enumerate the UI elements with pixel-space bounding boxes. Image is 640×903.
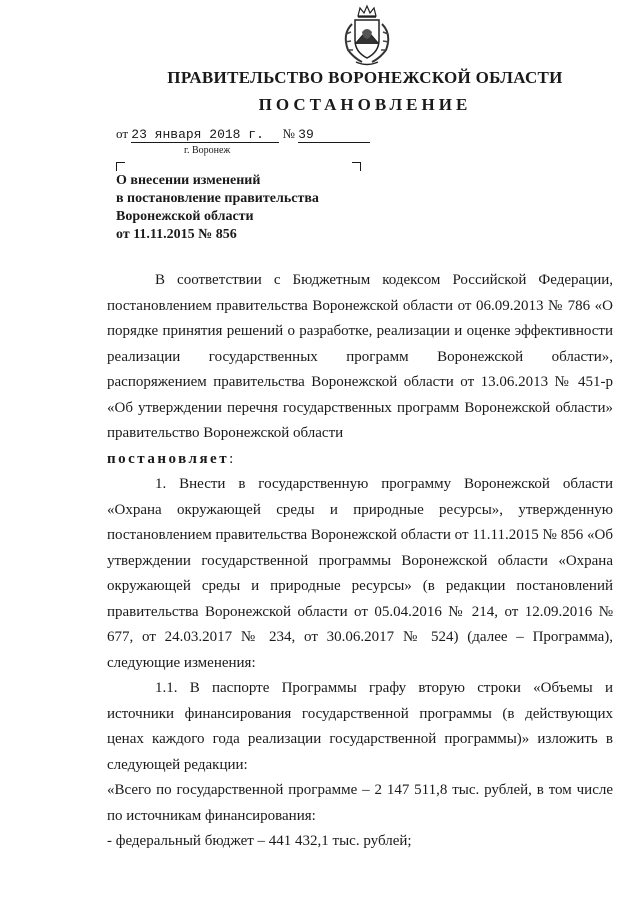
right-corner-mark [352,162,361,171]
item-1-1-paragraph: 1.1. В паспорте Программы графу вторую строки «Объемы и источники финансирования государственной программы (в действующих ценах каждого года реализации государственной программы)» изложить в следующей редакции: [107,680,613,773]
decree-number: 39 [298,127,370,143]
resolves-line [107,447,613,473]
decree-body [107,268,613,855]
item-1-paragraph: 1. Внести в государственную программу Воронежской области «Охрана окружающей среды и природные ресурсы», утвержденную постановлением правительства Воронежской области от 11.11.2015 № 856 «Об утверждении государственной программы Воронежской области «Охрана окружающей среды и природные ресурсы» (в редакции постановлений правительства Воронежской области от 05.04.2016 № 214, от 12.09.2016 № 677, от 24.03.2017 № 234, от 30.06.2017 № 524) (далее – Программа), следующие изменения: [107,476,613,671]
federal-budget-line: - федеральный бюджет – 441 432,1 тыс. рублей; [107,833,412,849]
left-corner-mark [116,162,125,171]
preamble-text: В соответствии с Бюджетным кодексом Российской Федерации, постановлением правительства Воронежской области от 06.09.2013 № 786 «О порядке принятия решений о разработке, реализации и оценке эффективности реализации государственных программ Воронежской области», распоряжением правительства Воронежской области от 13.06.2013 № 451-р «Об утверждении перечня государственных программ Воронежской области» правительство Воронежской области [107,272,613,441]
decree-subject [116,172,376,244]
subject-line: в постановление правительства [116,191,319,206]
city-label: г. Воронеж [184,145,231,156]
quote-total-paragraph: «Всего по государственной программе – 2 147 511,8 тыс. рублей, в том числе по источникам финансирования: [107,782,613,824]
organization-title: ПРАВИТЕЛЬСТВО ВОРОНЕЖСКОЙ ОБЛАСТИ [167,68,563,87]
subject-line: О внесении изменений [116,173,261,188]
resolves-word: постановляет [107,450,230,467]
subject-line: от 11.11.2015 № 856 [116,227,237,242]
coat-of-arms-icon [338,4,396,68]
subject-line: Воронежской области [116,209,254,224]
number-prefix: № [282,126,295,141]
decree-date: 23 января 2018 г. [131,127,279,143]
date-prefix: от [116,126,129,141]
resolves-colon: : [229,450,234,467]
preamble-paragraph [107,268,613,447]
document-type-title: ПОСТАНОВЛЕНИЕ [258,95,472,114]
decree-meta [116,126,370,143]
